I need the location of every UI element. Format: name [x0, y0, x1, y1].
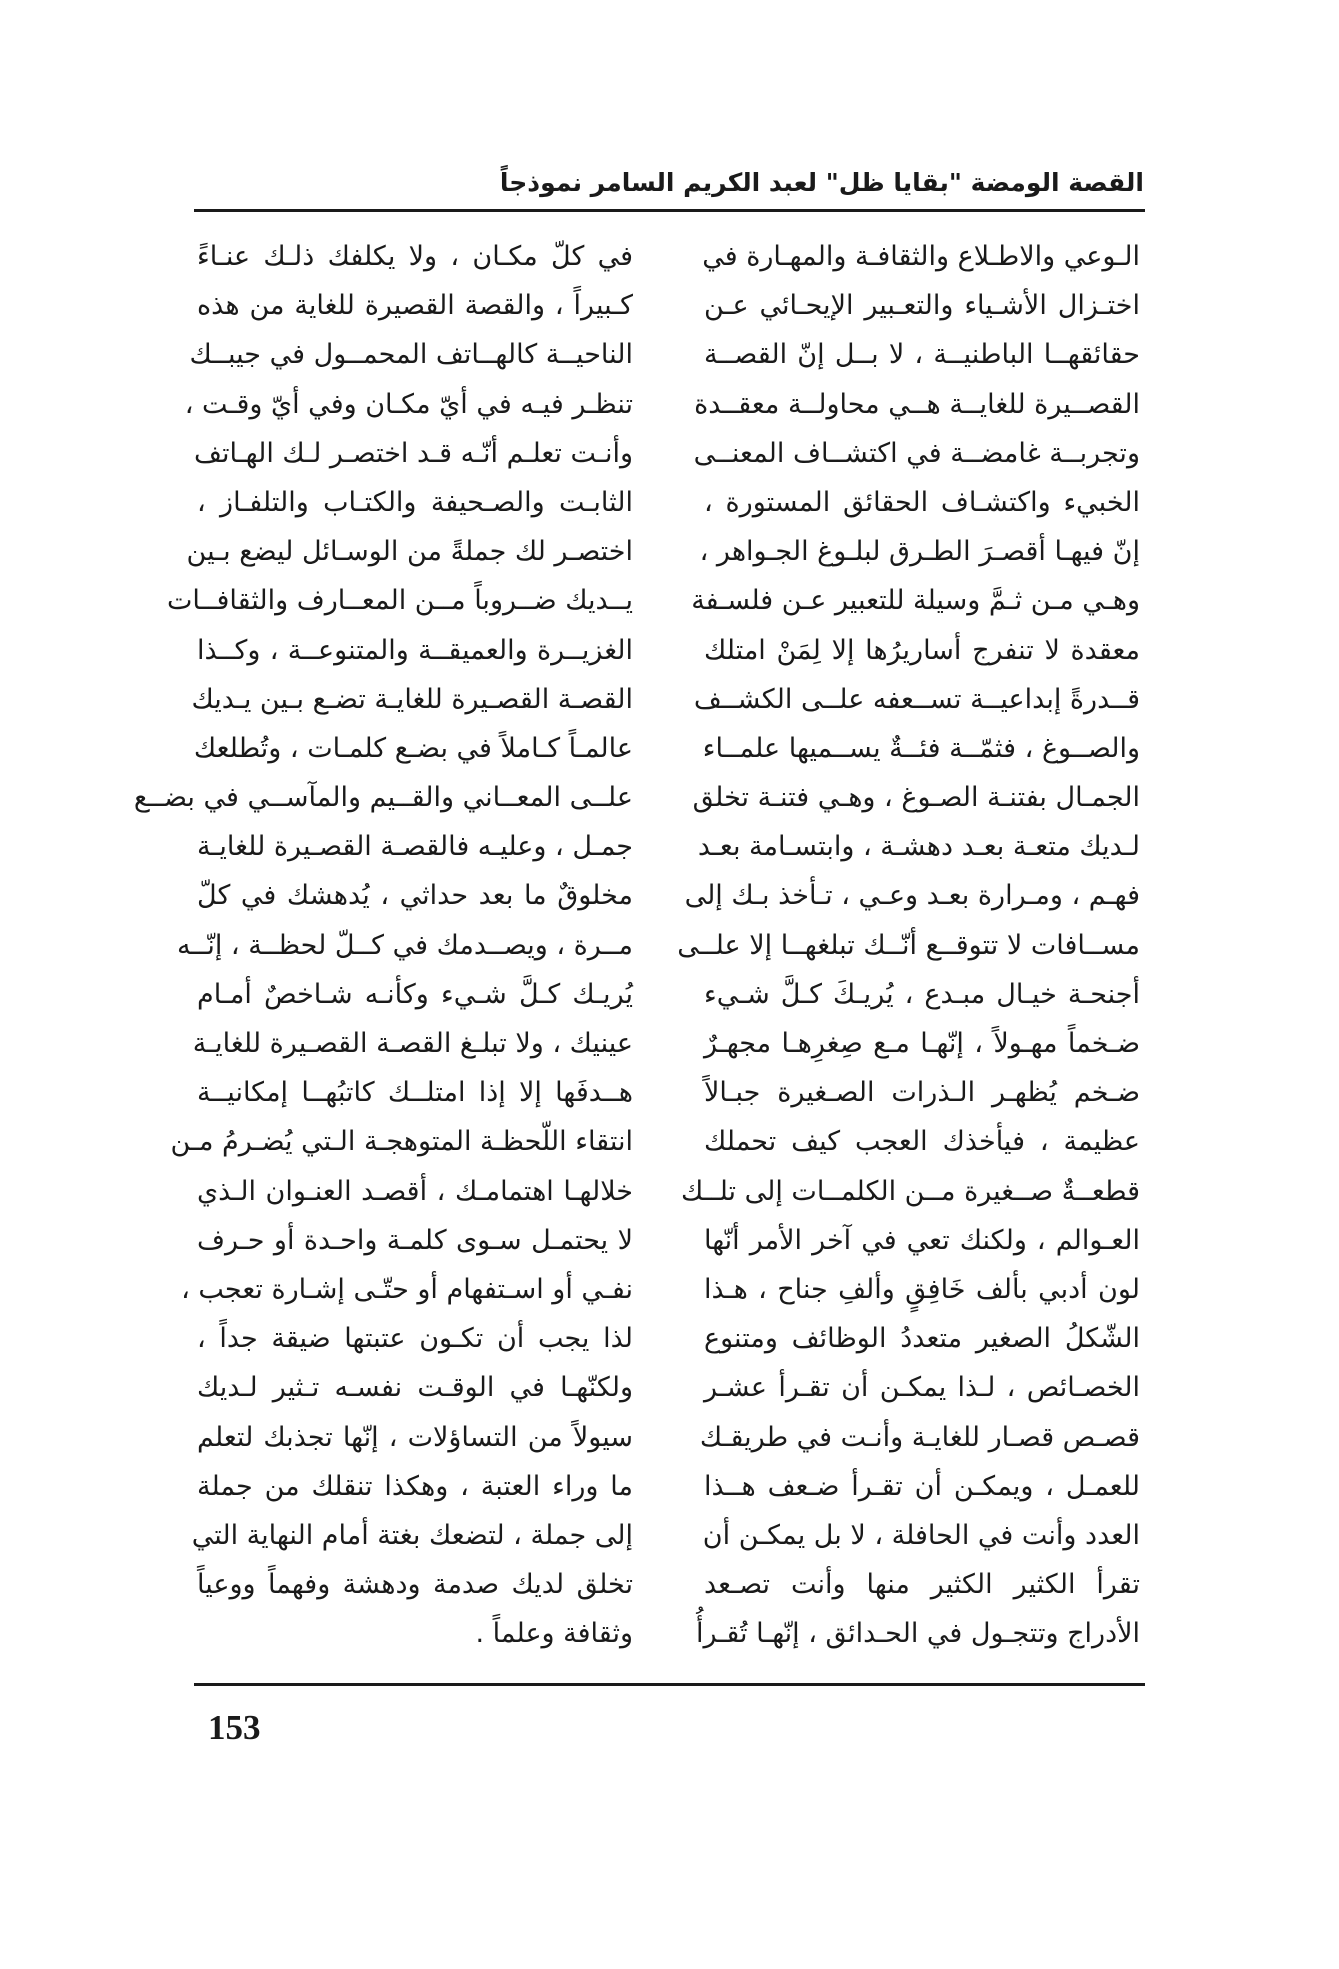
- text-line: ما وراء العتبة ، وهكذا تنقلك من جملة: [197, 1470, 633, 1502]
- text-line: تقرأ الكثير الكثير منها وأنت تصـعد: [704, 1569, 1140, 1601]
- text-line: ضـخماً مهـولاً ، إنّهـا مـع صِغرِهـا مجهـرٌ: [704, 1028, 1140, 1059]
- text-line: الـوعي والاطـلاع والثقافـة والمهـارة في: [702, 241, 1140, 272]
- text-line: ولكنّهـا في الوقـت نفسـه تـثير لـديك: [197, 1372, 633, 1404]
- text-line: لذا يجب أن تكـون عتبتها ضيقة جداً ،: [197, 1323, 633, 1355]
- text-line: كـبيراً ، والقصة القصيرة للغاية من هذه: [197, 290, 633, 322]
- text-line: علــى المعــاني والقــيم والمآســي في بضــع: [133, 782, 633, 814]
- text-line: الناحيــة كالهــاتف المحمــول في جيبــك: [189, 339, 633, 371]
- text-line: سيولاً من التساؤلات ، إنّها تجذبك لتعلم: [197, 1421, 633, 1453]
- text-line: اختصـر لك جملةً من الوسـائل ليضع بـين: [186, 536, 633, 568]
- text-line: هــدفَها إلا إذا امتلــك كاتبُهــا إمكانيــة: [197, 1077, 633, 1109]
- text-line: تخلق لديك صدمة ودهشة وفهماً ووعياً: [197, 1569, 633, 1601]
- text-line: نفـي أو اسـتفهام أو حتّـى إشـارة تعجب ،: [181, 1273, 633, 1305]
- text-line: القصـة القصـيرة للغايـة تضـع بـين يـديك: [191, 683, 633, 715]
- text-line: لون أدبي بألف خَافِقٍ وألفِ جناح ، هـذا: [704, 1273, 1140, 1305]
- text-line: تنظـر فيـه في أيّ مكـان وفي أيّ وقـت ،: [184, 388, 633, 420]
- text-line: الخصـائص ، لـذا يمكـن أن تقـرأ عشـر: [704, 1372, 1140, 1404]
- text-line: لـديك متعـة بعـد دهشـة ، وابتسـامة بعـد: [697, 831, 1140, 863]
- text-line: اختـزال الأشـياء والتعـبير الإيحـائي عـن: [704, 290, 1140, 322]
- text-line: يــديك ضــروباً مــن المعــارف والثقافــات: [167, 585, 633, 617]
- text-line: الأدراج وتتجـول في الحـدائق ، إنّهـا تُقـرأُ: [696, 1618, 1140, 1650]
- page-number: 153: [208, 1708, 261, 1747]
- text-column-right: [677, 232, 1140, 1658]
- text-line: الثابـت والصـحيفة والكتـاب والتلفـاز ،: [197, 486, 633, 518]
- text-line: خلالهـا اهتمامـك ، أقصـد العنـوان الـذي: [197, 1175, 633, 1207]
- header-rule: [194, 209, 1145, 212]
- text-line: مخلوقٌ ما بعد حداثي ، يُدهشك في كلّ: [197, 880, 633, 912]
- text-line: القصــيرة للغايــة هــي محاولــة معقــدة: [694, 388, 1140, 420]
- text-line: يُريـك كـلَّ شـيء وكأنـه شـاخصٌ أمـام: [197, 978, 633, 1010]
- text-line: الغزيــرة والعميقــة والمتنوعــة ، وكــذا: [197, 634, 633, 666]
- text-line: الجمـال بفتنـة الصـوغ ، وهـي فتنـة تخلق: [692, 782, 1140, 814]
- text-line: عالمـاً كـاملاً في بضـع كلمـات ، وتُطلعك: [193, 732, 633, 764]
- text-line: وهـي مـن ثـمَّ وسيلة للتعبير عـن فلسـفة: [691, 585, 1140, 617]
- text-line: والصــوغ ، فثمّــة فئــةٌ يســميها علمــاء: [702, 732, 1140, 764]
- text-line: وثقافة وعلماً .: [475, 1618, 633, 1650]
- text-line: عينيك ، ولا تبلـغ القصـة القصـيرة للغايـة: [192, 1028, 633, 1059]
- text-line: وتجربــة غامضــة في اكتشــاف المعنــى: [693, 437, 1140, 469]
- text-line: للعمـل ، ويمكـن أن تقـرأ ضـعف هــذا: [704, 1470, 1140, 1502]
- text-line: انتقاء اللّحظـة المتوهجـة الـتي يُضـرمُ مـن: [170, 1126, 633, 1158]
- text-line: مــرة ، ويصــدمك في كــلّ لحظــة ، إنّــه: [177, 929, 633, 961]
- text-line: أجنحـة خيـال مبـدع ، يُريـكَ كـلَّ شـيء: [704, 978, 1140, 1010]
- text-line: قطعــةٌ صــغيرة مــن الكلمــات إلى تلــك: [681, 1175, 1140, 1207]
- text-line: قصـص قصـار للغايـة وأنـت في طريقـك: [699, 1421, 1140, 1453]
- text-line: إنّ فيهـا أقصـرَ الطـرق لبلـوغ الجـواهر ،: [699, 536, 1140, 568]
- text-line: الشّكلُ الصغير متعددُ الوظائف ومتنوع: [704, 1323, 1140, 1355]
- footer-rule: [194, 1683, 1145, 1686]
- text-line: حقائقهــا الباطنيــة ، لا بــل إنّ القصــة: [704, 339, 1140, 371]
- text-line: عظيمة ، فيأخذك العجب كيف تحملك: [704, 1126, 1140, 1158]
- text-line: قــدرةً إبداعيــة تســعفه علــى الكشــف: [693, 683, 1140, 715]
- text-line: العـوالم ، ولكنك تعي في آخر الأمر أنّها: [704, 1224, 1140, 1256]
- text-line: مســافات لا تتوقــع أنّــك تبلغهــا إلا علــى: [677, 929, 1140, 961]
- text-line: معقدة لا تنفرج أساريرُها إلا لِمَنْ امتلك: [704, 634, 1140, 666]
- running-header: القصة الومضة "بقايا ظل" لعبد الكريم السامر نموذجاً: [499, 168, 1144, 197]
- text-line: إلى جملة ، لتضعك بغتة أمام النهاية التي: [191, 1519, 633, 1551]
- text-line: الخبيء واكتشـاف الحقائق المستورة ،: [704, 486, 1140, 518]
- text-column-left: [133, 232, 633, 1658]
- text-line: في كلّ مكـان ، ولا يكلفك ذلـك عنـاءً: [197, 241, 633, 272]
- text-line: ضـخم يُظهـر الـذرات الصـغيرة جبـالاً: [704, 1077, 1140, 1109]
- text-line: العدد وأنت في الحافلة ، لا بل يمكـن أن: [702, 1519, 1140, 1551]
- text-line: وأنـت تعلـم أنّـه قـد اختصـر لـك الهـاتف: [194, 437, 633, 469]
- text-line: لا يحتمـل سـوى كلمـة واحـدة أو حـرف: [197, 1224, 633, 1256]
- text-line: فهـم ، ومـرارة بعـد وعـي ، تـأخذ بـك إلى: [684, 880, 1140, 912]
- text-line: جمـل ، وعليـه فالقصـة القصـيرة للغايـة: [197, 831, 633, 863]
